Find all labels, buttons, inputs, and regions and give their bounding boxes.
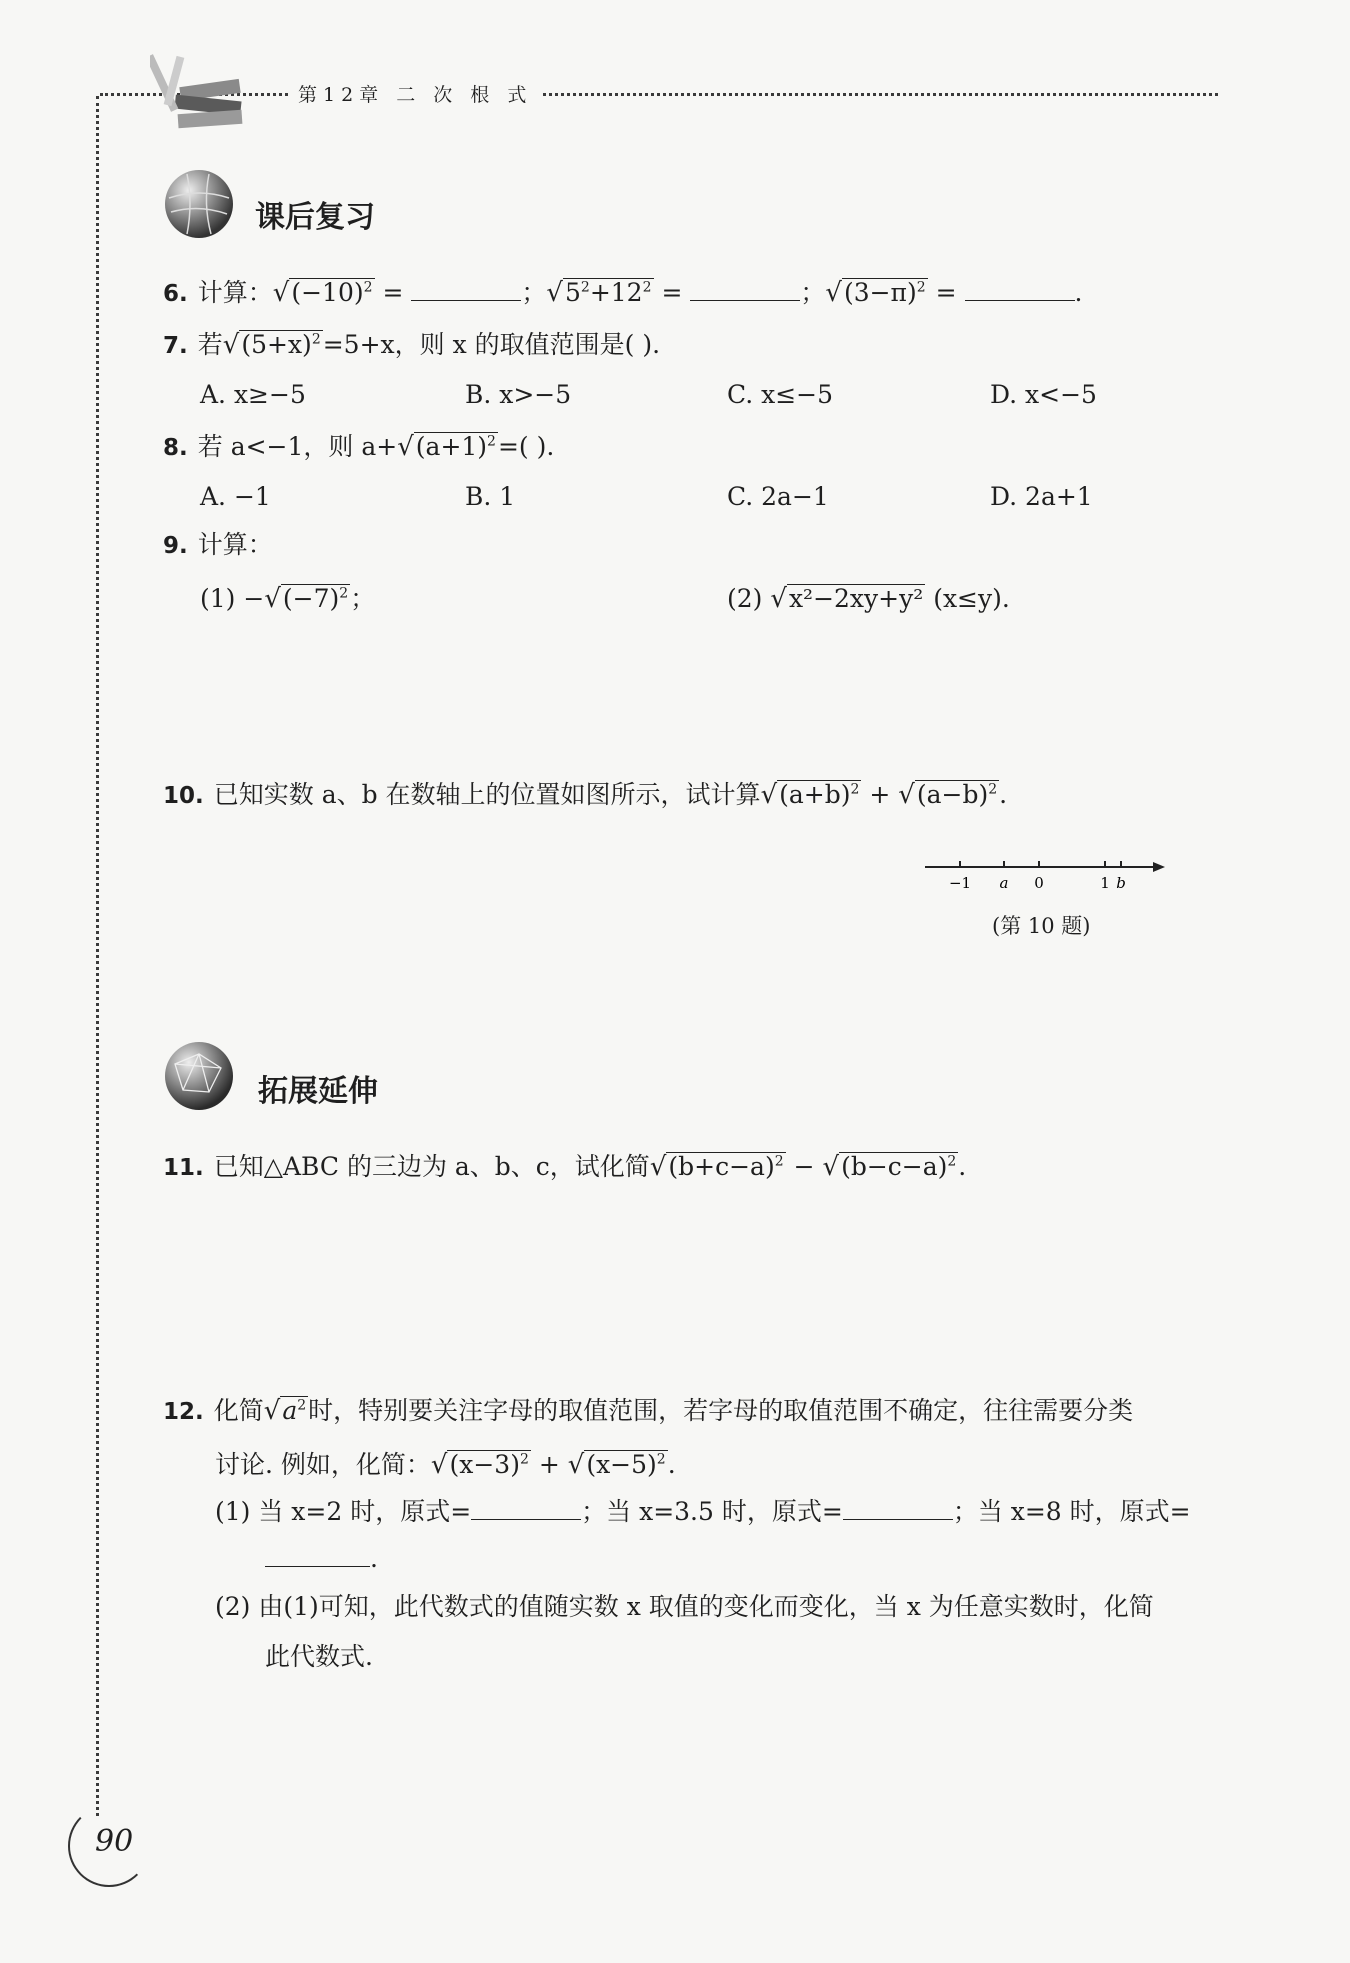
- answer-blank[interactable]: [265, 1544, 370, 1567]
- answer-blank[interactable]: [965, 278, 1075, 301]
- question-6: 6. 计算：$√(-10)^2$ = ；$√5^2+12^2$ = ；$√(3-\pi)^2$ = .: [163, 278, 1083, 308]
- axis-label: b: [1116, 874, 1126, 892]
- question-12-part-2-cont: 此代数式.: [265, 1642, 373, 1671]
- answer-blank[interactable]: [690, 278, 800, 301]
- number-line: [920, 852, 1170, 902]
- choice-d[interactable]: D. 2a+1: [990, 482, 1093, 511]
- question-9-part-2: (2) √x²−2xy+y² (x≤y).: [727, 584, 1010, 614]
- choice-d[interactable]: D. x<−5: [990, 380, 1097, 409]
- choice-b[interactable]: B. 1: [465, 482, 516, 511]
- question-12-part-2: (2) 由(1)可知，此代数式的值随实数 x 取值的变化而变化，当 x 为任意实数时，化简: [215, 1592, 1154, 1621]
- answer-blank[interactable]: [843, 1497, 953, 1520]
- choice-a[interactable]: A. x≥−5: [200, 380, 306, 409]
- choice-b[interactable]: B. x>−5: [465, 380, 572, 409]
- margin-dotted-rule: [96, 96, 99, 1816]
- question-12-part-1-cont: .: [265, 1544, 378, 1574]
- question-12-part-1: (1) 当 x=2 时，原式= ；当 x=3.5 时，原式= ；当 x=8 时，原式=: [215, 1497, 1191, 1526]
- question-10: 10. 已知实数 a、b 在数轴上的位置如图所示，试计算$√(a+b)^2 + √(a-b)^2$.: [163, 780, 1008, 810]
- question-9: 9. 计算：: [163, 530, 273, 559]
- question-7: 7. 若$√(5+x)^2=5+x$，则 x 的取值范围是( ).: [163, 330, 661, 360]
- axis-label: −1: [948, 874, 972, 892]
- axis-label: 0: [1034, 874, 1044, 892]
- choice-c[interactable]: C. 2a−1: [727, 482, 829, 511]
- books-logo-icon: [150, 48, 260, 138]
- page-number: 90: [95, 1824, 134, 1859]
- network-globe-icon: [163, 1040, 235, 1112]
- answer-blank[interactable]: [411, 278, 521, 301]
- question-12-line-2: 讨论. 例如，化简：$√(x-3)^2 + √(x-5)^2$.: [215, 1450, 676, 1480]
- globe-icon: [163, 168, 235, 240]
- header-dotted-rule: [100, 93, 1218, 96]
- axis-label: a: [999, 874, 1009, 892]
- axis-label: 1: [1100, 874, 1110, 892]
- question-12: 12. 化简$√a^2$时，特别要关注字母的取值范围，若字母的取值范围不确定，往往需要分类: [163, 1396, 1134, 1426]
- chapter-heading: 第12章 二 次 根 式: [290, 80, 540, 107]
- section-title-extension: 拓展延伸: [258, 1074, 378, 1109]
- choice-a[interactable]: A. −1: [200, 482, 271, 511]
- question-9-part-1: $(1) -√(-7)^2$；: [200, 584, 376, 614]
- answer-blank[interactable]: [471, 1497, 581, 1520]
- question-11: 11. 已知△ABC 的三边为 a、b、c，试化简$√(b+c-a)^2 - √(b-c-a)^2$.: [163, 1152, 967, 1182]
- section-title-review: 课后复习: [255, 200, 375, 235]
- figure-caption: (第 10 题): [992, 914, 1091, 938]
- choice-c[interactable]: C. x≤−5: [727, 380, 834, 409]
- question-8: 8. 若 a<−1，则 $a+√(a+1)^2=$( ).: [163, 432, 555, 462]
